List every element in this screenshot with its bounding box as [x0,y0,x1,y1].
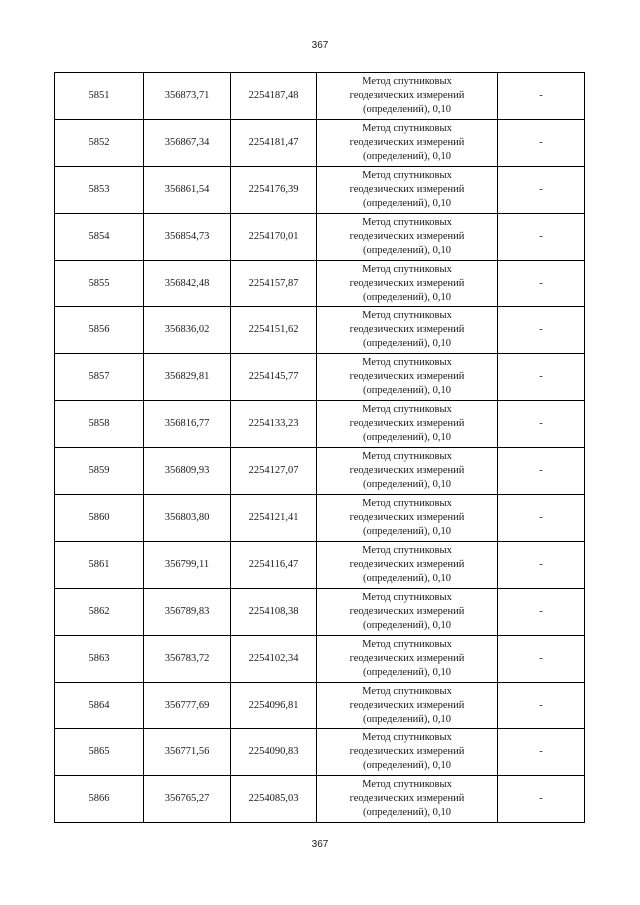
point-number-cell: 5865 [55,729,144,776]
method-line: Метод спутниковых [362,497,452,509]
method-line: геодезических измерений [349,699,465,711]
table-row [55,729,585,776]
note-cell: - [498,401,585,448]
x-coordinate-cell: 356829,81 [144,354,231,401]
method-line: Метод спутниковых [362,404,452,416]
x-coordinate-cell: 356789,83 [144,588,231,635]
method-line: (определений), 0,10 [362,760,452,772]
point-number-cell: 5861 [55,541,144,588]
note-cell: - [498,260,585,307]
method-cell [317,588,498,635]
table-row [55,682,585,729]
y-coordinate-cell: 2254116,47 [231,541,317,588]
method-line: геодезических измерений [349,230,465,242]
method-line: геодезических измерений [349,89,465,101]
method-cell [317,682,498,729]
y-coordinate-cell: 2254157,87 [231,260,317,307]
y-coordinate-cell: 2254145,77 [231,354,317,401]
note-cell: - [498,166,585,213]
table-row [55,260,585,307]
method-cell [317,119,498,166]
method-cell [317,401,498,448]
method-line: Метод спутниковых [362,263,452,275]
x-coordinate-cell: 356816,77 [144,401,231,448]
method-line: геодезических измерений [349,136,465,148]
method-cell [317,729,498,776]
table-row [55,354,585,401]
method-line: геодезических измерений [349,324,465,336]
method-line: (определений), 0,10 [362,338,452,350]
y-coordinate-cell: 2254187,48 [231,73,317,120]
x-coordinate-cell: 356777,69 [144,682,231,729]
method-cell [317,260,498,307]
method-line: геодезических измерений [349,793,465,805]
method-line: геодезических измерений [349,183,465,195]
method-line: Метод спутниковых [362,122,452,134]
table-row [55,213,585,260]
table-row [55,541,585,588]
note-cell: - [498,588,585,635]
method-line: (определений), 0,10 [362,432,452,444]
table-row [55,401,585,448]
note-cell: - [498,776,585,823]
x-coordinate-cell: 356783,72 [144,635,231,682]
method-line: геодезических измерений [349,605,465,617]
table-row [55,588,585,635]
note-cell: - [498,635,585,682]
note-cell: - [498,729,585,776]
method-line: (определений), 0,10 [362,479,452,491]
coordinates-table-body [55,73,585,823]
table-row [55,635,585,682]
note-cell: - [498,541,585,588]
method-line: (определений), 0,10 [362,525,452,537]
method-line: Метод спутниковых [362,169,452,181]
method-cell [317,166,498,213]
method-line: (определений), 0,10 [362,713,452,725]
point-number-cell: 5859 [55,448,144,495]
point-number-cell: 5858 [55,401,144,448]
method-line: Метод спутниковых [362,357,452,369]
table-row [55,73,585,120]
method-line: Метод спутниковых [362,591,452,603]
method-line: (определений), 0,10 [362,150,452,162]
y-coordinate-cell: 2254108,38 [231,588,317,635]
y-coordinate-cell: 2254102,34 [231,635,317,682]
point-number-cell: 5862 [55,588,144,635]
y-coordinate-cell: 2254151,62 [231,307,317,354]
method-line: Метод спутниковых [362,732,452,744]
point-number-cell: 5851 [55,73,144,120]
method-line: (определений), 0,10 [362,619,452,631]
y-coordinate-cell: 2254176,39 [231,166,317,213]
x-coordinate-cell: 356867,34 [144,119,231,166]
table-row [55,119,585,166]
method-line: Метод спутниковых [362,544,452,556]
method-cell [317,73,498,120]
method-cell [317,541,498,588]
method-line: геодезических измерений [349,558,465,570]
table-row [55,448,585,495]
x-coordinate-cell: 356771,56 [144,729,231,776]
note-cell: - [498,119,585,166]
point-number-cell: 5855 [55,260,144,307]
point-number-cell: 5854 [55,213,144,260]
x-coordinate-cell: 356873,71 [144,73,231,120]
x-coordinate-cell: 356861,54 [144,166,231,213]
method-cell [317,635,498,682]
method-line: Метод спутниковых [362,638,452,650]
method-cell [317,495,498,542]
method-cell [317,354,498,401]
method-line: (определений), 0,10 [362,666,452,678]
x-coordinate-cell: 356803,80 [144,495,231,542]
method-line: Метод спутниковых [362,685,452,697]
method-cell [317,448,498,495]
point-number-cell: 5852 [55,119,144,166]
table-row [55,776,585,823]
method-line: Метод спутниковых [362,75,452,87]
x-coordinate-cell: 356809,93 [144,448,231,495]
point-number-cell: 5860 [55,495,144,542]
y-coordinate-cell: 2254085,03 [231,776,317,823]
note-cell: - [498,682,585,729]
note-cell: - [498,213,585,260]
point-number-cell: 5853 [55,166,144,213]
y-coordinate-cell: 2254121,41 [231,495,317,542]
method-line: геодезических измерений [349,371,465,383]
note-cell: - [498,448,585,495]
method-line: геодезических измерений [349,746,465,758]
point-number-cell: 5866 [55,776,144,823]
coordinates-table [54,72,585,823]
page-number-bottom: 367 [311,839,329,850]
x-coordinate-cell: 356765,27 [144,776,231,823]
y-coordinate-cell: 2254133,23 [231,401,317,448]
method-line: (определений), 0,10 [362,807,452,819]
method-cell [317,307,498,354]
method-line: Метод спутниковых [362,310,452,322]
table-row [55,166,585,213]
method-line: (определений), 0,10 [362,291,452,303]
point-number-cell: 5863 [55,635,144,682]
x-coordinate-cell: 356799,11 [144,541,231,588]
note-cell: - [498,307,585,354]
method-cell [317,213,498,260]
table-row [55,495,585,542]
method-line: геодезических измерений [349,418,465,430]
note-cell: - [498,354,585,401]
method-line: (определений), 0,10 [362,103,452,115]
y-coordinate-cell: 2254127,07 [231,448,317,495]
note-cell: - [498,73,585,120]
y-coordinate-cell: 2254090,83 [231,729,317,776]
method-line: Метод спутниковых [362,216,452,228]
method-line: Метод спутниковых [362,779,452,791]
x-coordinate-cell: 356854,73 [144,213,231,260]
method-line: геодезических измерений [349,511,465,523]
point-number-cell: 5864 [55,682,144,729]
x-coordinate-cell: 356842,48 [144,260,231,307]
page-number-top: 367 [311,40,329,51]
x-coordinate-cell: 356836,02 [144,307,231,354]
y-coordinate-cell: 2254170,01 [231,213,317,260]
method-line: геодезических измерений [349,652,465,664]
method-line: геодезических измерений [349,465,465,477]
method-line: (определений), 0,10 [362,197,452,209]
table-row [55,307,585,354]
method-line: геодезических измерений [349,277,465,289]
point-number-cell: 5856 [55,307,144,354]
note-cell: - [498,495,585,542]
point-number-cell: 5857 [55,354,144,401]
method-line: (определений), 0,10 [362,244,452,256]
y-coordinate-cell: 2254181,47 [231,119,317,166]
method-line: (определений), 0,10 [362,385,452,397]
method-line: (определений), 0,10 [362,572,452,584]
method-line: Метод спутниковых [362,451,452,463]
method-cell [317,776,498,823]
y-coordinate-cell: 2254096,81 [231,682,317,729]
